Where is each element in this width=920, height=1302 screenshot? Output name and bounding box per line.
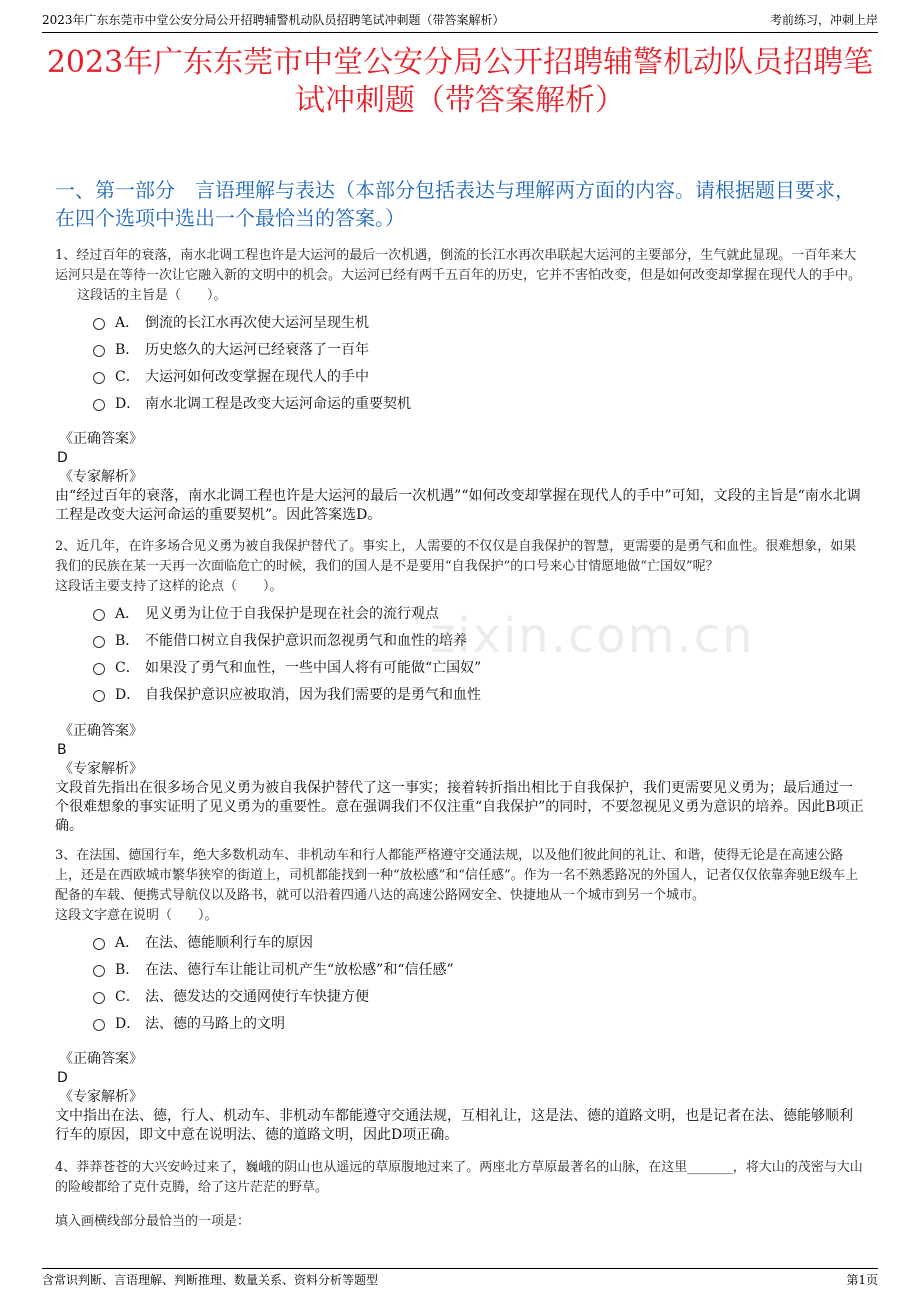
question-stem: 4、莽莽苍苍的大兴安岭过来了，巍峨的阴山也从遥远的草原腹地过来了。两座北方草原最著名的山脉，在这里_______，将大山的茂密与大山的险峻都给了克什克腾，给了这片茫茫的野草。 (55, 1160, 863, 1195)
question-2 (55, 537, 865, 711)
header-right-text: 考前练习，冲刺上岸 (769, 13, 878, 27)
radio-icon[interactable] (93, 372, 105, 384)
answer-block-1 (55, 430, 865, 525)
question-stem: 3、在法国、德国行车，绝大多数机动车、非机动车和行人都能严格遵守交通法规，以及他们彼此间的礼让、和谐，使得无论是在高速公路上，还是在西欧城市繁华狭窄的街道上，司机都能找到一种“放松感”和“信任感”。作为一名不熟悉路况的外国人，记者仅仅依靠奔驰E级车上配备的车载、便携式导航仪以及路书，就可以沿着四通八达的高速公路网安全、快捷地从一个城市到另一个城市。 (55, 848, 859, 903)
page-footer (42, 1268, 878, 1291)
answer-value: D (57, 1070, 68, 1086)
analysis-label: 《专家解析》 (59, 1089, 143, 1105)
option-letter: A． (115, 606, 140, 622)
option-c[interactable] (55, 366, 865, 393)
option-text: 如果没了勇气和血性，一些中国人将有可能做“亡国奴” (145, 660, 482, 676)
option-b[interactable] (55, 959, 865, 986)
option-letter: B． (115, 633, 140, 649)
radio-icon[interactable] (93, 992, 105, 1004)
option-text: 倒流的长江水再次使大运河呈现生机 (145, 315, 369, 331)
option-c[interactable] (55, 986, 865, 1013)
option-letter: C． (115, 989, 140, 1005)
option-a[interactable] (55, 312, 865, 339)
question-prompt: 这段话的主旨是（ ）。 (77, 288, 227, 303)
question-prompt: 填入画横线部分最恰当的一项是： (55, 1214, 251, 1229)
radio-icon[interactable] (93, 636, 105, 648)
option-d[interactable] (55, 684, 865, 711)
footer-left-text: 含常识判断、言语理解、判断推理、数量关系、资料分析等题型 (42, 1273, 379, 1287)
analysis-text: 文段首先指出在很多场合见义勇为被自我保护替代了这一事实；接着转折指出相比于自我保护，我们更需要见义勇为；最后通过一个很难想象的事实证明了见义勇为的重要性。意在强调我们不仅注重“自我保护”的同时，不要忽视见义勇为意识的培养。因此B项正确。 (55, 780, 864, 834)
answer-label: 《正确答案》 (59, 431, 143, 447)
option-b[interactable] (55, 339, 865, 366)
header-left-text: 2023年广东东莞市中堂公安分局公开招聘辅警机动队员招聘笔试冲刺题（带答案解析） (42, 13, 505, 27)
section-heading: 一、第一部分 言语理解与表达（本部分包括表达与理解两方面的内容。请根据题目要求，在四个选项中选出一个最恰当的答案。） (55, 178, 855, 230)
answer-label: 《正确答案》 (59, 1051, 143, 1067)
option-letter: C． (115, 369, 140, 385)
options-list (55, 932, 865, 1040)
option-text: 在法、德能顺利行车的原因 (145, 935, 313, 951)
answer-value: B (57, 742, 67, 758)
option-text: 大运河如何改变掌握在现代人的手中 (145, 369, 369, 385)
analysis-text: 由“经过百年的衰落，南水北调工程也许是大运河的最后一次机遇”“如何改变却掌握在现代人的手中”可知，文段的主旨是“南水北调工程是改变大运河命运的重要契机”。因此答案选D。 (55, 488, 861, 523)
option-letter: A． (115, 315, 140, 331)
radio-icon[interactable] (93, 318, 105, 330)
option-c[interactable] (55, 657, 865, 684)
option-a[interactable] (55, 932, 865, 959)
radio-icon[interactable] (93, 609, 105, 621)
question-1 (55, 246, 865, 420)
analysis-label: 《专家解析》 (59, 469, 143, 485)
page-header (42, 8, 878, 33)
answer-label: 《正确答案》 (59, 723, 143, 739)
radio-icon[interactable] (93, 345, 105, 357)
option-b[interactable] (55, 630, 865, 657)
radio-icon[interactable] (93, 663, 105, 675)
option-letter: B． (115, 962, 140, 978)
watermark: zixin.com.cn (430, 608, 755, 664)
answer-block-3 (55, 1050, 865, 1145)
option-d[interactable] (55, 1013, 865, 1040)
radio-icon[interactable] (93, 1019, 105, 1031)
option-letter: D． (115, 1016, 141, 1032)
options-list (55, 603, 865, 711)
option-letter: D． (115, 687, 141, 703)
option-text: 南水北调工程是改变大运河命运的重要契机 (145, 396, 411, 412)
question-stem: 2、近几年，在许多场合见义勇为被自我保护替代了。事实上，人需要的不仅仅是自我保护的智慧，更需要的是勇气和血性。很难想象，如果我们的民族在某一天再一次面临危亡的时候，我们的国人是不是要用“自我保护”的口号来心甘情愿地做“亡国奴”呢？ (55, 539, 857, 574)
option-text: 法、德发达的交通网使行车快捷方便 (145, 989, 369, 1005)
option-text: 法、德的马路上的文明 (145, 1016, 285, 1032)
option-text: 自我保护意识应被取消，因为我们需要的是勇气和血性 (145, 687, 481, 703)
option-text: 不能借口树立自我保护意识而忽视勇气和血性的培养 (145, 633, 467, 649)
analysis-text: 文中指出在法、德，行人、机动车、非机动车都能遵守交通法规，互相礼让，这是法、德的道路文明，也是记者在法、德能够顺利行车的原因，即文中意在说明法、德的道路文明，因此D项正确。 (55, 1108, 853, 1143)
radio-icon[interactable] (93, 938, 105, 950)
question-stem: 1、经过百年的衰落，南水北调工程也许是大运河的最后一次机遇，倒流的长江水再次串联起大运河的主要部分，生气就此显现。一百年来大运河只是在等待一次让它融入新的文明中的机会。大运河已经有两千五百年的历史，它并不害怕改变，但是如何改变却掌握在现代人的手中。 (55, 248, 862, 283)
option-letter: C． (115, 660, 140, 676)
option-letter: A． (115, 935, 140, 951)
question-3 (55, 846, 865, 1040)
option-text: 历史悠久的大运河已经衰落了一百年 (145, 342, 369, 358)
answer-block-2 (55, 722, 865, 836)
analysis-label: 《专家解析》 (59, 761, 143, 777)
radio-icon[interactable] (93, 399, 105, 411)
option-letter: D． (115, 396, 141, 412)
question-prompt: 这段话主要支持了这样的论点（ ）。 (55, 579, 283, 594)
document-title: 2023年广东东莞市中堂公安分局公开招聘辅警机动队员招聘笔试冲刺题（带答案解析） (46, 45, 874, 118)
option-text: 见义勇为让位于自我保护是现在社会的流行观点 (145, 606, 439, 622)
question-4 (55, 1158, 865, 1232)
page-number: 第1页 (846, 1273, 878, 1287)
option-a[interactable] (55, 603, 865, 630)
option-d[interactable] (55, 393, 865, 420)
option-letter: B． (115, 342, 140, 358)
radio-icon[interactable] (93, 965, 105, 977)
options-list (55, 312, 865, 420)
radio-icon[interactable] (93, 690, 105, 702)
answer-value: D (57, 450, 68, 466)
option-text: 在法、德行车让能让司机产生“放松感”和“信任感” (145, 962, 454, 978)
question-prompt: 这段文字意在说明（ ）。 (55, 908, 218, 923)
